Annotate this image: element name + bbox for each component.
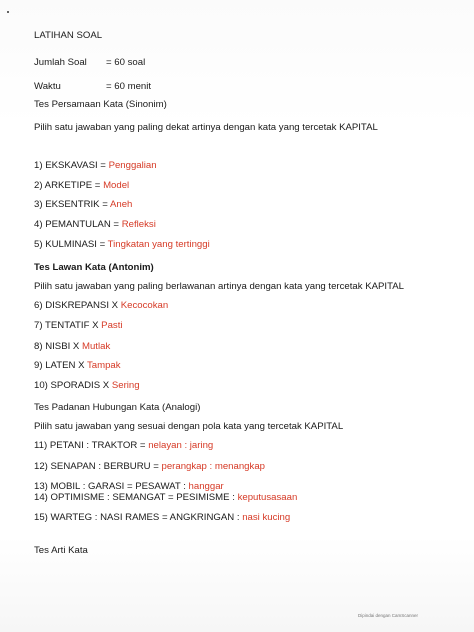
question-14 [34,492,297,504]
question-10 [34,380,140,392]
answer-text: Penggalian [108,160,157,171]
question-text: 13) MOBIL : GARASI = PESAWAT : [34,481,189,492]
document-title: LATIHAN SOAL [34,30,103,41]
question-text: 3) EKSENTRIK = [34,199,110,210]
question-4 [34,219,156,231]
question-text: 11) PETANI : TRAKTOR = [34,440,149,451]
answer-text: Kecocokan [120,300,169,311]
waktu-value: = 60 menit [106,81,152,92]
question-text: 5) KULMINASI = [34,239,108,250]
answer-text: keputusasaan [237,492,298,503]
waktu-line [34,81,152,93]
sinonim-instruction: Pilih satu jawaban yang paling dekat artinya dengan kata yang tercetak KAPITAL [34,122,378,133]
antonim-instruction: Pilih satu jawaban yang paling berlawanan artinya dengan kata yang tercetak KAPITAL [34,281,404,292]
scan-speck [7,11,9,13]
question-text: 6) DISKREPANSI X [34,300,121,311]
question-9 [34,360,121,372]
question-12 [34,461,265,473]
question-text: 1) EKSKAVASI = [34,160,109,171]
arti-kata-title: Tes Arti Kata [34,545,88,556]
question-1 [34,160,157,172]
question-text: 12) SENAPAN : BERBURU = [34,461,162,472]
question-text: 7) TENTATIF X [34,320,102,331]
question-11 [34,440,213,452]
question-6 [34,300,168,312]
answer-text: Aneh [109,199,133,210]
question-5 [34,239,210,251]
analogi-instruction: Pilih satu jawaban yang sesuai dengan pola kata yang tercetak KAPITAL [34,421,344,432]
question-2 [34,180,129,192]
answer-text: Mutlak [81,341,111,352]
answer-text: Pasti [101,320,123,331]
jumlah-label: Jumlah Soal [34,57,87,68]
question-text: 14) OPTIMISME : SEMANGAT = PESIMISME : [34,492,238,503]
question-text: 10) SPORADIS X [34,380,112,391]
jumlah-value: = 60 soal [106,57,146,68]
answer-text: Model [103,180,130,191]
analogi-title: Tes Padanan Hubungan Kata (Analogi) [34,402,201,413]
waktu-label: Waktu [34,81,61,92]
sinonim-title: Tes Persamaan Kata (Sinonim) [34,99,167,110]
question-8 [34,341,110,353]
jumlah-soal-line [34,57,146,69]
answer-text: Refleksi [121,219,156,230]
antonim-title: Tes Lawan Kata (Antonim) [34,262,154,273]
question-text: 4) PEMANTULAN = [34,219,122,230]
answer-text: hanggar [188,481,224,492]
answer-text: perangkap : menangkap [161,461,265,472]
answer-text: nelayan : jaring [148,440,214,451]
question-3 [34,199,132,211]
answer-text: Tampak [86,360,121,371]
question-15 [34,512,290,524]
camscanner-watermark: Dipindai dengan CamScanner [357,613,418,618]
question-text: 9) LATEN X [34,360,87,371]
question-text: 15) WARTEG : NASI RAMES = ANGKRINGAN : [34,512,243,523]
answer-text: Tingkatan yang tertinggi [107,239,210,250]
answer-text: nasi kucing [242,512,291,523]
answer-text: Sering [111,380,140,391]
question-text: 2) ARKETIPE = [34,180,104,191]
question-7 [34,320,123,332]
question-text: 8) NISBI X [34,341,82,352]
